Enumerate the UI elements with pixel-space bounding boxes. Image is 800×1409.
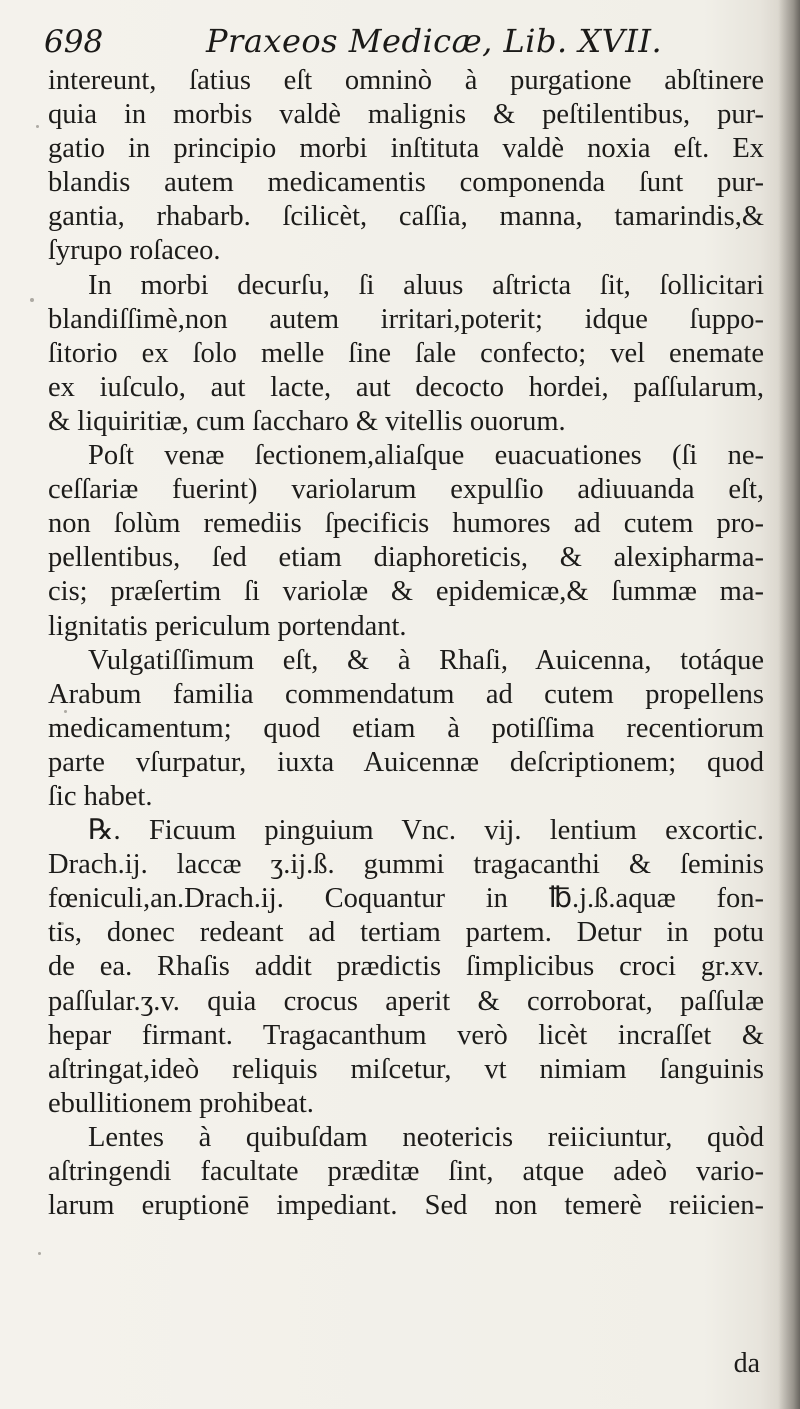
text-line: Arabum familia commendatum ad cutem propellens [48,678,764,710]
text-line: intereunt, ſatius eſt omninò à purgatione abſtinere [48,65,764,96]
paper-speck [36,125,39,128]
paragraph-1 [48,64,764,269]
text-line: Drach.ij. laccæ ʒ.ij.ß. gummi tragacanthi & ſeminis [48,849,764,881]
paragraph-3 [48,439,764,644]
text-line: gatio in principio morbi inſtituta valdè noxia eſt. Ex [48,133,764,165]
text-line: ſitorio ex ſolo melle ſine ſale confecto; vel enemate [48,337,764,369]
recipe-paragraph [48,814,764,1121]
paper-speck [60,922,64,925]
text-line: hepar firmant. Tragacanthum verò licèt incraſſet & [48,1019,764,1051]
text-line: & liquiritiæ, cum ſaccharo & vitellis ouorum. [48,405,566,437]
text-line: tis, donec redeant ad tertiam partem. Detur in potu [48,917,764,949]
text-line: de ea. Rhaſis addit prædictis ſimplicibus croci gr.xv. [48,951,764,983]
text-line: ceſſariæ fuerint) variolarum expulſio adiuuanda eſt, [48,474,764,506]
text-line: Poſt venæ ſectionem,aliaſque euacuationes (ſi ne- [88,440,764,472]
paragraph-6 [48,1121,764,1223]
text-line: Vulgatiſſimum eſt, & à Rhaſi, Auicenna, totáque [88,644,764,676]
text-line: gantia, rhabarb. ſcilicèt, caſſia, manna, tamarindis,& [48,201,764,233]
text-line: larum eruptionē impediant. Sed non temerè reiicien- [48,1190,764,1222]
text-line: pellentibus, ſed etiam diaphoreticis, & alexipharma- [48,542,764,574]
catchword: da [733,1348,760,1379]
text-line: medicamentum; quod etiam à potiſſima recentiorum [48,712,764,744]
paper-speck [38,1252,41,1255]
text-line: non ſolùm remediis ſpecificis humores ad cutem pro- [48,508,764,540]
text-line: fœniculi,an.Drach.ij. Coquantur in ℔.j.ß.aquæ fon- [48,883,764,915]
text-line: ex iuſculo, aut lacte, aut decocto hordei, paſſularum, [48,371,764,403]
text-line: aſtringendi facultate præditæ ſint, atque adeò vario- [48,1156,764,1187]
page-number: 698 [44,24,104,60]
text-line: ſic habet. [48,780,153,812]
paragraph-4 [48,644,764,814]
text-line: blandiſſimè,non autem irritari,poterit; idque ſuppo- [48,303,764,335]
page-header [44,20,744,64]
text-line: ſyrupo roſaceo. [48,235,221,267]
text-line: lignitatis periculum portendant. [48,610,407,642]
text-line: ebullitionem prohibeat. [48,1087,314,1119]
text-line: Lentes à quibuſdam neotericis reiiciuntur, quòd [88,1121,764,1153]
text-line: parte vſurpatur, iuxta Auicennæ deſcriptionem; quod [48,746,764,778]
text-line: ℞. Ficuum pinguium Vnc. vij. lentium excortic. [88,815,764,847]
paper-speck [64,710,67,713]
paper-speck [30,298,34,302]
paragraph-2 [48,269,764,439]
body-text [48,64,764,1223]
page-gutter-shadow [778,0,800,1409]
text-line: quia in morbis valdè malignis & peſtilentibus, pur- [48,99,764,131]
text-line: cis; præſertim ſi variolæ & epidemicæ,& ſummæ ma- [48,576,764,608]
text-line: blandis autem medicamentis componenda ſunt pur- [48,167,764,199]
text-line: paſſular.ʒ.v. quia crocus aperit & corroborat, paſſulæ [48,985,764,1017]
text-line: In morbi decurſu, ſi aluus aſtricta ſit, ſollicitari [88,269,764,301]
text-line: aſtringat,ideò reliquis miſcetur, vt nimiam ſanguinis [48,1053,764,1085]
running-title: Praxeos Medicæ, Lib. XVII. [206,22,663,60]
